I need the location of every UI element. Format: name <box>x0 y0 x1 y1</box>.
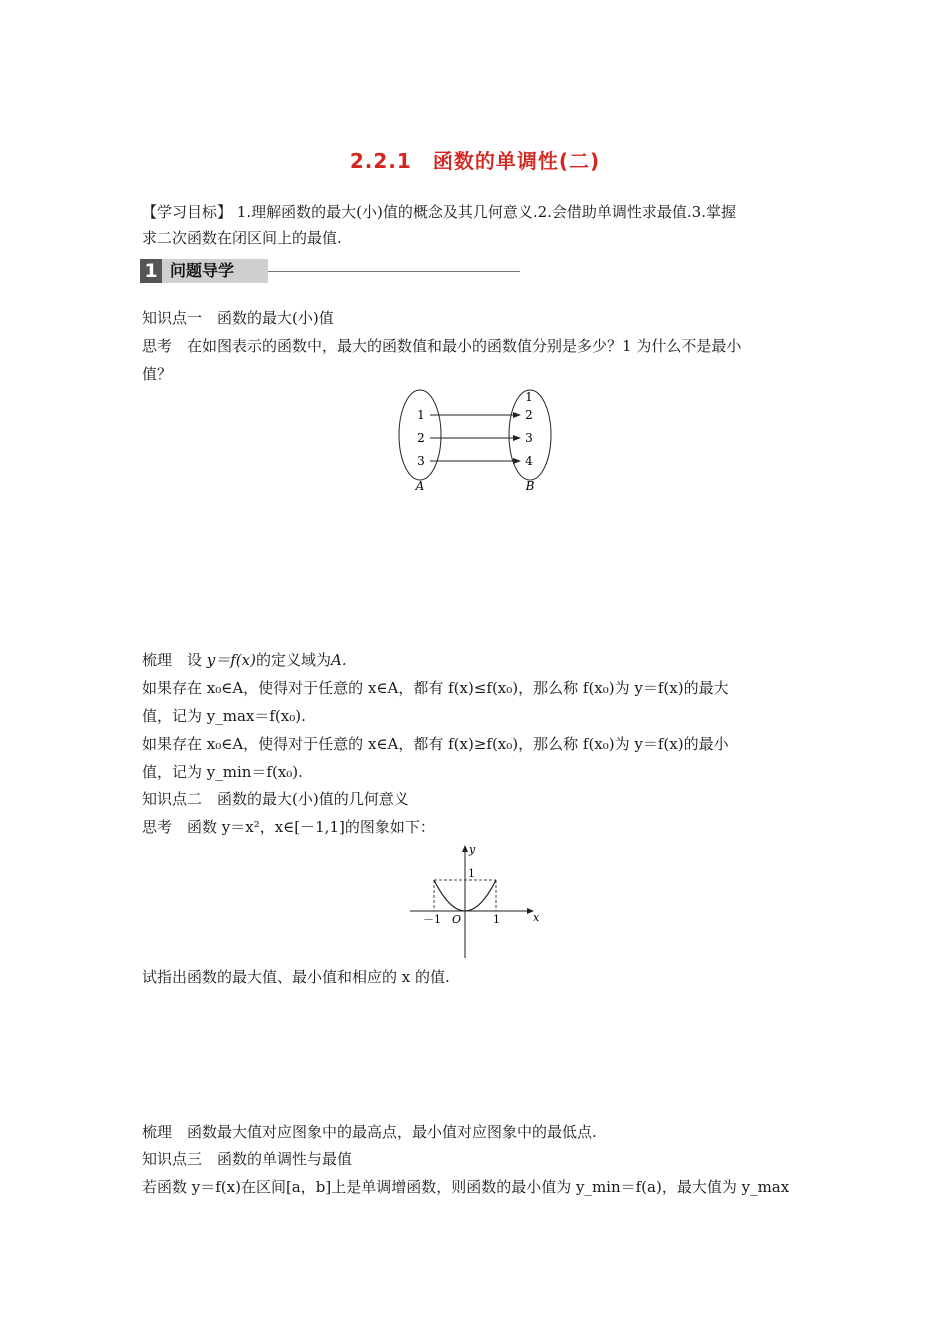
summary1-max-line1: 如果存在 x₀∈A，使得对于任意的 x∈A，都有 f(x)≤f(x₀)，那么称 f(x₀)为 y＝f(x)的最大 <box>142 679 729 697</box>
set-a-element: 1 <box>417 408 425 422</box>
x-tick-1: 1 <box>493 913 500 926</box>
kp1-heading: 知识点一 函数的最大(小)值 <box>142 309 334 327</box>
mapping-diagram <box>392 388 562 492</box>
set-b-element: 2 <box>525 408 533 422</box>
summary1-suffix: 的定义域为 <box>255 651 331 669</box>
kp2-heading: 知识点二 函数的最大(小)值的几何意义 <box>142 790 409 808</box>
set-a-element: 3 <box>417 454 425 468</box>
section-header <box>140 259 520 283</box>
set-b-element: 3 <box>525 431 533 445</box>
page-title: 2.2.1 函数的单调性(二) <box>349 149 601 173</box>
summary1-domain: A. <box>331 651 347 669</box>
kp3-heading: 知识点三 函数的单调性与最值 <box>142 1150 353 1168</box>
learning-goals-line1 <box>142 202 814 222</box>
section-rule <box>268 271 520 272</box>
summary1-prefix: 梳理 设 <box>142 651 207 669</box>
section-title: 问题导学 <box>162 259 268 283</box>
set-b-label: B <box>525 479 535 492</box>
kp1-think-line1: 思考 在如图表示的函数中，最大的函数值和最小的函数值分别是多少？1 为什么不是最小 <box>142 337 742 355</box>
set-b-element: 4 <box>525 454 533 468</box>
parabola-graph <box>405 842 550 960</box>
section-number: 1 <box>140 259 162 283</box>
y-tick-1: 1 <box>468 867 475 880</box>
y-axis-label: y <box>469 843 476 856</box>
set-a-label: A <box>415 479 425 492</box>
summary2: 梳理 函数最大值对应图象中的最高点，最小值对应图象中的最低点. <box>142 1123 597 1141</box>
learning-goals-text: 1.理解函数的最大(小)值的概念及其几何意义.2.会借助单调性求最值.3.掌握 <box>236 203 736 221</box>
origin-label: O <box>452 913 462 926</box>
kp3-text: 若函数 y＝f(x)在区间[a，b]上是单调增函数，则函数的最小值为 y_min＝f(a)，最大值为 y_max <box>142 1178 790 1196</box>
kp2-question: 试指出函数的最大值、最小值和相应的 x 的值. <box>142 968 450 986</box>
summary1-min-line1: 如果存在 x₀∈A，使得对于任意的 x∈A，都有 f(x)≥f(x₀)，那么称 f(x₀)为 y＝f(x)的最小 <box>142 735 729 753</box>
kp1-think-line2: 值？ <box>142 365 173 383</box>
summary1-definition <box>142 650 814 670</box>
learning-goals-line2: 求二次函数在闭区间上的最值. <box>142 229 342 247</box>
x-axis-label: x <box>533 911 540 924</box>
summary1-max-line2: 值，记为 y_max＝f(x₀). <box>142 707 306 725</box>
summary1-expr: y＝f(x) <box>206 651 256 669</box>
summary1-min-line2: 值，记为 y_min＝f(x₀). <box>142 763 303 781</box>
set-a-element: 2 <box>417 431 425 445</box>
learning-goals-label: 【学习目标】 <box>142 203 233 221</box>
set-b-element: 1 <box>525 390 533 404</box>
kp2-think: 思考 函数 y＝x²，x∈[－1,1]的图象如下： <box>142 818 435 836</box>
x-tick-neg1: －1 <box>423 913 441 926</box>
